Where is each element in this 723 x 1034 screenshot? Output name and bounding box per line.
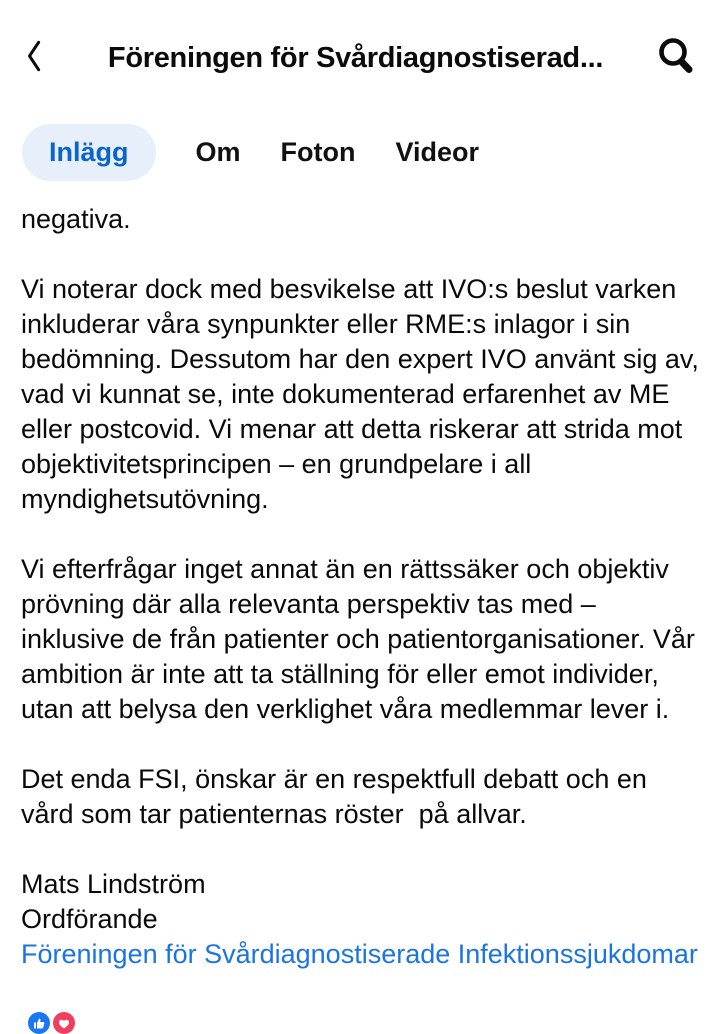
post-body [0, 181, 723, 972]
post-paragraph: Det enda FSI, önskar är en respektfull debatt och en vård som tar patienternas röster på allvar. [21, 764, 655, 829]
post-paragraph: Vi noterar dock med besvikelse att IVO:s beslut varken inkluderar våra synpunkter eller RME:s inlagor i sin bedömning. Dessutom har den expert IVO använt sig av, vad vi kunnat se, inte dokumenterad erfarenhet av ME eller postcovid. Vi menar att detta riskerar att strida mot objektivitetsprincipen – en grundpelare i all myndighetsutövning. [21, 274, 707, 514]
tab-videor[interactable]: Videor [395, 137, 480, 167]
page-header [0, 0, 723, 86]
page-title: Föreningen för Svårdiagnostiserad... [107, 41, 604, 74]
tab-om[interactable]: Om [195, 137, 241, 167]
organization-link[interactable]: Föreningen för Svårdiagnostiserade Infektionssjukdomar [21, 939, 698, 969]
back-button[interactable] [24, 37, 64, 80]
tab-inlagg[interactable]: Inlägg [22, 124, 156, 181]
search-icon [653, 33, 699, 84]
post-paragraph: negativa. [21, 204, 131, 234]
signature-role: Ordförande [21, 904, 158, 934]
signature-name: Mats Lindström [21, 869, 206, 899]
tab-foton[interactable]: Foton [280, 137, 356, 167]
love-icon [53, 1012, 75, 1034]
chevron-left-icon [24, 37, 46, 80]
post-paragraph: Vi efterfrågar inget annat än en rättssäker och objektiv prövning där alla relevanta perspektiv tas med – inklusive de från patienter och patientorganisationer. Vår ambition är inte att ta ställning för eller emot individer, utan att belysa den verklighet våra medlemmar lever i. [21, 554, 703, 724]
like-icon [28, 1012, 50, 1034]
profile-tabs [0, 86, 723, 181]
reactions-row[interactable] [28, 1012, 75, 1034]
post-signature [21, 867, 702, 972]
search-button[interactable] [647, 33, 699, 84]
